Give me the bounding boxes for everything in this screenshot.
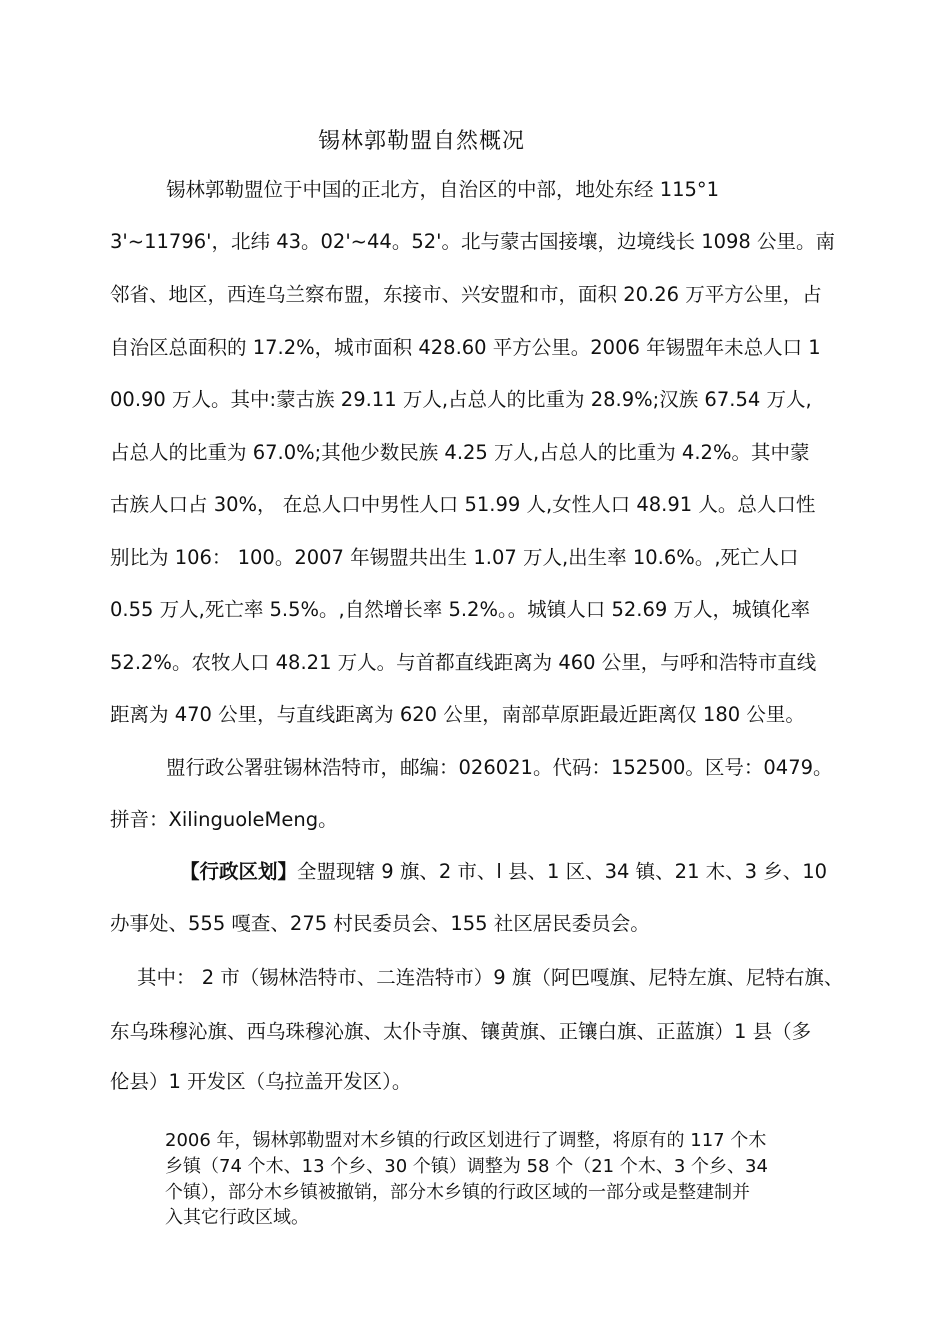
- text-line: 入其它行政区域。: [165, 1207, 309, 1228]
- text-line: 其中： 2 市（锡林浩特市、二连浩特市）9 旗（阿巴嘎旗、尼特左旗、尼特右旗、: [137, 966, 844, 989]
- text-line: 0.55 万人,死亡率 5.5%。,自然增长率 5.2%。。城镇人口 52.69 万人，城镇化率: [110, 598, 810, 621]
- text-line: 盟行政公署驻锡林浩特市，邮编：026021。代码：152500。区号：0479。: [166, 756, 833, 779]
- text-line: 拼音：XilinguoleMeng。: [110, 808, 338, 831]
- text-line: 距离为 470 公里，与直线距离为 620 公里，南部草原距最近距离仅 180 公里。: [110, 703, 805, 726]
- section-text: 全盟现辖 9 旗、2 市、l 县、1 区、34 镇、21 木、3 乡、10: [297, 860, 828, 883]
- text-line: 3'~11796'，北纬 43。02'~44。52'。北与蒙古国接壤，边境线长 1098 公里。南: [110, 230, 836, 253]
- text-line: 00.90 万人。其中:蒙古族 29.11 万人,占总人的比重为 28.9%;汉族 67.54 万人,: [110, 388, 812, 411]
- section-label: 【行政区划】: [180, 860, 298, 883]
- text-line: 占总人的比重为 67.0%;其他少数民族 4.25 万人,占总人的比重为 4.2%。其中蒙: [110, 441, 810, 464]
- text-line: 个镇），部分木乡镇被撤销，部分木乡镇的行政区域的一部分或是整建制并: [165, 1182, 750, 1203]
- text-line: 2006 年，锡林郭勒盟对木乡镇的行政区划进行了调整，将原有的 117 个木: [165, 1130, 767, 1151]
- text-line: 乡镇（74 个木、13 个乡、30 个镇）调整为 58 个（21 个木、3 个乡、34: [165, 1156, 768, 1177]
- text-line: 伦县）1 开发区（乌拉盖开发区）。: [110, 1070, 412, 1093]
- text-line: 古族人口占 30%， 在总人口中男性人口 51.99 人,女性人口 48.91 人。总人口性: [110, 493, 816, 516]
- text-line: 锡林郭勒盟位于中国的正北方，自治区的中部，地处东经 115°1: [166, 178, 720, 201]
- text-line: 东乌珠穆沁旗、西乌珠穆沁旗、太仆寺旗、镶黄旗、正镶白旗、正蓝旗）1 县（多: [110, 1020, 812, 1043]
- page-title: 锡林郭勒盟自然概况: [318, 129, 526, 154]
- text-line: 邻省、地区，西连乌兰察布盟，东接市、兴安盟和市，面积 20.26 万平方公里，占: [110, 283, 822, 306]
- text-line: 办事处、555 嘎查、275 村民委员会、155 社区居民委员会。: [110, 912, 650, 935]
- text-line: 别比为 106： 100。2007 年锡盟共出生 1.07 万人,出生率 10.6%。,死亡人口: [110, 546, 799, 569]
- text-line: 52.2%。农牧人口 48.21 万人。与首都直线距离为 460 公里，与呼和浩特市直线: [110, 651, 817, 674]
- text-line: [180, 860, 827, 884]
- text-line: 自治区总面积的 17.2%，城市面积 428.60 平方公里。2006 年锡盟年未总人口 1: [110, 336, 821, 359]
